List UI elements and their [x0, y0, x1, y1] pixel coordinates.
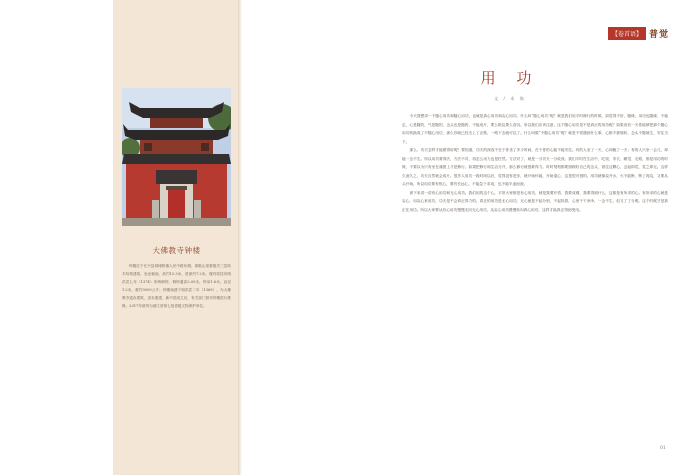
bell-tower-photo: [122, 88, 231, 226]
article-paragraph: 被下来讲一讲有心用功和无心用功。我们用的这个心，平常大家都是有心用功，就是我要开悟、我要成佛、我要得到什么，这都是有所求的心。有所求的心就是妄心，用妄心来用功，功夫是不会真正得力的。真正的用功是无心用功，无心就是不起分别、不起执着，心里干干净净，一念不生，但又了了分明。这个时候才是真正在用功。所以大家要从有心用功慢慢走向无心用功，从妄心用功慢慢转向真心用功，这样才能真正得到受用。: [402, 190, 668, 212]
page-gutter: [238, 0, 242, 475]
caption-paragraph: 钟楼位于长兴县城城桥镇人民中路东侧，系歇山顶重檐式三层砖木结构建筑，坐北朝南，高约15.3米，进深约7.2米，楼内原挂有明洪武七年（1374）所铸铜钟，铜钟通高2.05米，钟身1.6米，直径1.2米，重约3000公斤。钟楼始建于明洪武二年（1369），为大雄教寺遗存建筑，清末重建，新中国成立后，有关部门曾对钟楼进行维修，2017年被列为浙江省第七批省级文物保护单位。: [122, 264, 231, 309]
section-header: [608, 27, 669, 40]
photo-caption-body: [122, 262, 231, 311]
article-title: 用 功: [480, 69, 540, 87]
magazine-brand: 普觉: [649, 30, 670, 40]
section-tag: 【卷首语】: [608, 27, 646, 40]
photo-caption-title: 大佛教寺钟楼: [152, 246, 201, 255]
article-body: [402, 112, 668, 214]
article-author: 文 / 本 焕: [494, 96, 526, 101]
article-paragraph: 今天我想讲一下随心用功和随心用功，也就是真心用功和妄心用功。什么叫“随心用功”呢？就是我们用平时修行的时候，如觉得不好，随缘，用功也随缘，不稳定，心是随的，气是随的，念头也是随的，不能成片，要么散乱要么昏沉。所以我们应该注意，这个随心用功是不是真正的用功呢？如果说有一天你能够把那个随心用功转换成了不随心用功，那么你就已经走上了正路，一路下去就可以了。什么叫做“不随心用功”呢？就是不管遇到什么事，心都不被境转，念头不随境生，安住当下。: [402, 114, 668, 144]
article-paragraph: 那么，功夫怎样才能做得好呢？要知道，功夫的深浅不在于你坐了多少时间，在于你的心能不能安住。有的人坐了一天，心却跑了一天；有的人只坐一会儿，却能一念不生。所以用功要得法，方法不对，再怎么用力也是枉然。方法对了，就是一分功夫一分收获。我们平时在生活中，吃饭、穿衣、睡觉、走路，都是用功的时候，不要以为只有坐在蒲团上才是修行。如果把修行和生活分开，那么修行就很难得力。时时刻刻都要照顾好自己的念头，看住这颗心，念起即觉，觉之即无。这样久而久之，功夫自然就会成片。很多人用功一段时间以后，觉得没有进步，就开始怀疑，开始退心，这是很可惜的。用功就像烧开水，火不能断，断了再烧，又要从头开始。所以用功要有恒心，要有长远心，不能急于求成，也不能半途而废。: [402, 148, 668, 186]
bell-tower-illustration: [122, 88, 231, 226]
page-number: 01: [660, 446, 666, 451]
left-page-panel: [113, 0, 238, 475]
